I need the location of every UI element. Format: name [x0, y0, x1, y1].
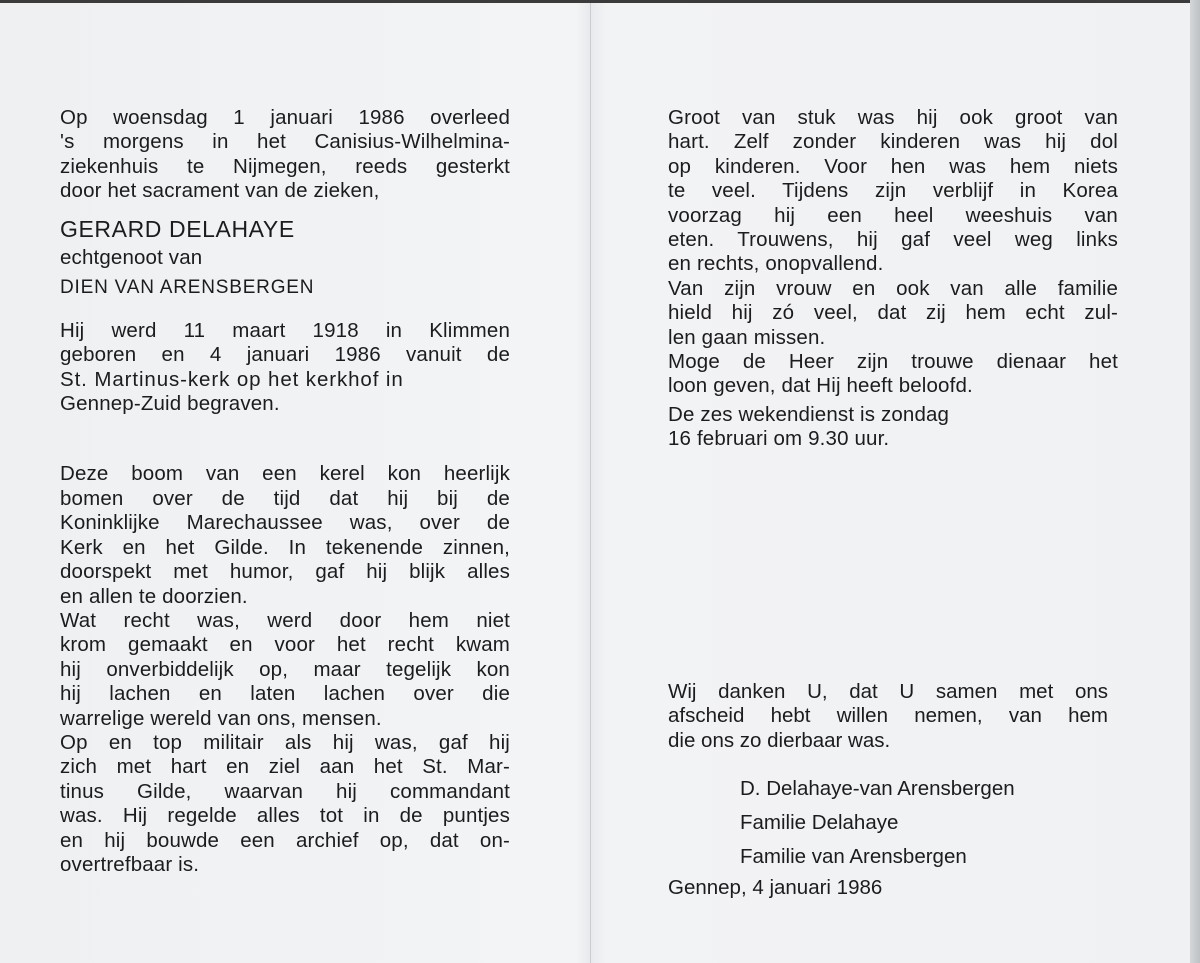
tribute-line: voorzag hij een heel weeshuis van — [668, 203, 1118, 227]
deceased-name: GERARD DELAHAYE — [60, 215, 295, 242]
tribute-line: loon geven, dat Hij heeft beloofd. — [668, 374, 973, 398]
spouse-name: DIEN VAN ARENSBERGEN — [60, 277, 315, 299]
tribute-line: Deze boom van een kerel kon heerlijk — [60, 462, 510, 486]
left-panel — [60, 106, 510, 877]
tribute-line: Van zijn vrouw en ook van alle familie — [668, 276, 1118, 300]
birth-burial-line: Hij werd 11 maart 1918 in Klimmen — [60, 318, 510, 342]
tribute-line: en allen te doorzien. — [60, 584, 248, 608]
birth-burial-paragraph — [60, 319, 510, 417]
service-line: De zes wekendienst is zondag — [668, 402, 950, 426]
place-date: Gennep, 4 januari 1986 — [668, 876, 883, 899]
tribute-line: Wat recht was, werd door hem niet — [60, 608, 510, 632]
right-panel — [668, 106, 1118, 452]
birth-burial-line: St. Martinus-kerk op het kerkhof in — [60, 367, 404, 391]
tribute-line: zich met hart en ziel aan het St. Mar- — [60, 755, 510, 779]
tribute-line: Groot van stuk was hij ook groot van — [668, 106, 1118, 129]
signatory: Familie Delahaye — [740, 811, 899, 834]
tribute-line: en hij bouwde een archief op, dat on- — [60, 828, 510, 852]
intro-paragraph — [60, 106, 510, 204]
tribute-line: Moge de Heer zijn trouwe dienaar het — [668, 350, 1118, 374]
thanks-paragraph — [668, 680, 1108, 753]
tribute-line: overtrefbaar is. — [60, 852, 200, 876]
tribute-paragraph-right — [668, 106, 1118, 399]
tribute-line: was. Hij regelde alles tot in de puntjes — [60, 804, 510, 828]
thanks-line: afscheid hebt willen nemen, van hem — [668, 704, 1108, 728]
tribute-line: Kerk en het Gilde. In tekenende zinnen, — [60, 535, 510, 559]
birth-burial-line: Gennep-Zuid begraven. — [60, 392, 280, 416]
tribute-line: doorspekt met humor, gaf hij blijk alles — [60, 560, 510, 584]
tribute-line: len gaan missen. — [668, 325, 826, 349]
thanks-line: Wij danken U, dat U samen met ons — [668, 680, 1108, 703]
signatories — [740, 772, 1015, 874]
tribute-line: bomen over de tijd dat hij bij de — [60, 486, 510, 510]
signatory: D. Delahaye-van Arensbergen — [740, 777, 1015, 800]
card-top-edge — [0, 0, 1200, 3]
tribute-line: Koninklijke Marechaussee was, over de — [60, 511, 510, 535]
birth-burial-line: geboren en 4 januari 1986 vanuit de — [60, 343, 510, 367]
thanks-line: die ons zo dierbaar was. — [668, 728, 891, 752]
signatory: Familie van Arensbergen — [740, 845, 967, 868]
service-line: 16 februari om 9.30 uur. — [668, 427, 890, 451]
tribute-line: hij lachen en laten lachen over die — [60, 682, 510, 706]
card-fold-line — [590, 3, 591, 963]
tribute-line: tinus Gilde, waarvan hij commandant — [60, 779, 510, 803]
card-right-edge — [1190, 0, 1200, 963]
tribute-line: hij onverbiddelijk op, maar tegelijk kon — [60, 657, 510, 681]
tribute-line: eten. Trouwens, hij gaf veel weg links — [668, 228, 1118, 252]
service-notice — [668, 403, 1118, 452]
intro-line: ziekenhuis te Nijmegen, reeds gesterkt — [60, 154, 510, 178]
tribute-line: krom gemaakt en voor het recht kwam — [60, 633, 510, 657]
tribute-line: hield hij zó veel, dat zij hem echt zul- — [668, 301, 1118, 325]
intro-line: Op woensdag 1 januari 1986 overleed — [60, 106, 510, 129]
tribute-line: Op en top militair als hij was, gaf hij — [60, 730, 510, 754]
spouse-intro: echtgenoot van — [60, 246, 203, 270]
tribute-line: en rechts, onopvallend. — [668, 252, 884, 276]
tribute-line: hart. Zelf zonder kinderen was hij dol — [668, 130, 1118, 154]
intro-line: door het sacrament van de zieken, — [60, 179, 380, 203]
tribute-line: warrelige wereld van ons, mensen. — [60, 706, 382, 730]
tribute-line: te veel. Tijdens zijn verblijf in Korea — [668, 179, 1118, 203]
tribute-line: op kinderen. Voor hen was hem niets — [668, 154, 1118, 178]
intro-line: 's morgens in het Canisius-Wilhelmina- — [60, 130, 510, 154]
tribute-paragraph-left — [60, 462, 510, 877]
